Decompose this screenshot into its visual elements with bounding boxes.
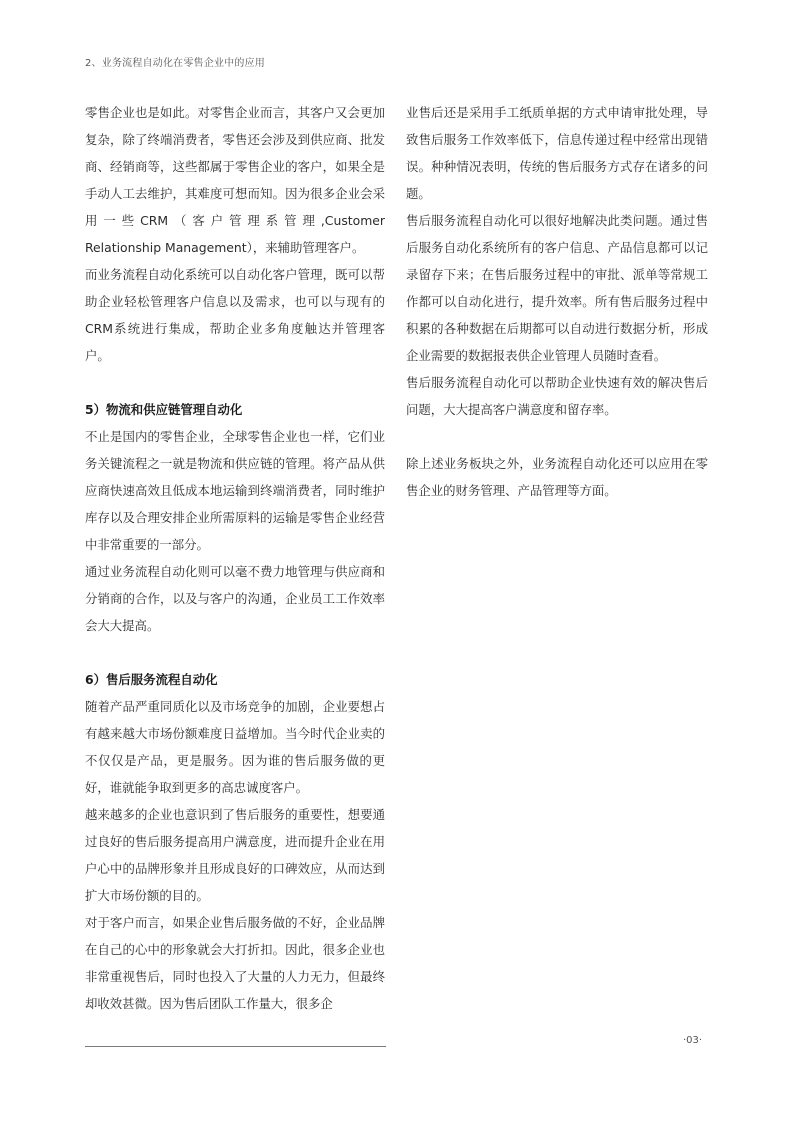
left-column (85, 99, 385, 1017)
page-number: ·03· (683, 1035, 703, 1046)
right-column (406, 99, 708, 504)
section-5-heading: 5）物流和供应链管理自动化 (85, 402, 243, 417)
paragraph-intro-1: 零售企业也是如此。对零售企业而言，其客户又会更加复杂，除了终端消费者，零售还会涉及到供应商、批发商、经销商等，这些都属于零售企业的客户，如果全是手动人工去维护，其难度可想而知。因为很多企业会采用一些CRM（客户管理系管理,Customer Relationship Management），来辅助管理客户。 (85, 105, 385, 255)
paragraph-continuation: 业售后还是采用手工纸质单据的方式申请审批处理，导致售后服务工作效率低下，信息传递过程中经常出现错误。种种情况表明，传统的售后服务方式存在诸多的问题。 (406, 105, 708, 201)
section-6-paragraph-3: 对于客户而言，如果企业售后服务做的不好，企业品牌在自己的心中的形象就会大打折扣。因此，很多企业也非常重视售后，同时也投入了大量的人力无力，但最终却收效甚微。因为售后团队工作量大，很多企 (85, 915, 385, 1011)
paragraph-result: 售后服务流程自动化可以帮助企业快速有效的解决售后问题，大大提高客户满意度和留存率。 (406, 375, 708, 417)
section-5-paragraph-1: 不止是国内的零售企业，全球零售企业也一样，它们业务关键流程之一就是物流和供应链的管理。将产品从供应商快速高效且低成本地运输到终端消费者，同时维护库存以及合理安排企业所需原料的运输是零售企业经营中非常重要的一部分。 (85, 429, 385, 552)
paragraph-closing: 除上述业务板块之外，业务流程自动化还可以应用在零售企业的财务管理、产品管理等方面。 (406, 456, 708, 498)
section-6-paragraph-2: 越来越多的企业也意识到了售后服务的重要性，想要通过良好的售后服务提高用户满意度，进而提升企业在用户心中的品牌形象并且形成良好的口碑效应，从而达到扩大市场份额的目的。 (85, 807, 385, 903)
section-6-paragraph-1: 随着产品严重同质化以及市场竞争的加剧，企业要想占有越来越大市场份额难度日益增加。当今时代企业卖的不仅仅是产品，更是服务。因为谁的售后服务做的更好，谁就能争取到更多的高忠诚度客户。 (85, 699, 385, 795)
paragraph-intro-2: 而业务流程自动化系统可以自动化客户管理，既可以帮助企业轻松管理客户信息以及需求，也可以与现有的CRM系统进行集成，帮助企业多角度触达并管理客户。 (85, 267, 385, 363)
section-6-heading: 6）售后服务流程自动化 (85, 672, 218, 687)
section-5-paragraph-2: 通过业务流程自动化则可以毫不费力地管理与供应商和分销商的合作，以及与客户的沟通，企业员工工作效率会大大提高。 (85, 564, 385, 633)
footer-divider (85, 1046, 386, 1047)
running-header: 2、业务流程自动化在零售企业中的应用 (85, 58, 265, 69)
paragraph-solution: 售后服务流程自动化可以很好地解决此类问题。通过售后服务自动化系统所有的客户信息、产品信息都可以记录留存下来；在售后服务过程中的审批、派单等常规工作都可以自动化进行，提升效率。所有售后服务过程中积累的各种数据在后期都可以自动进行数据分析，形成企业需要的数据报表供企业管理人员随时查看。 (406, 213, 708, 363)
